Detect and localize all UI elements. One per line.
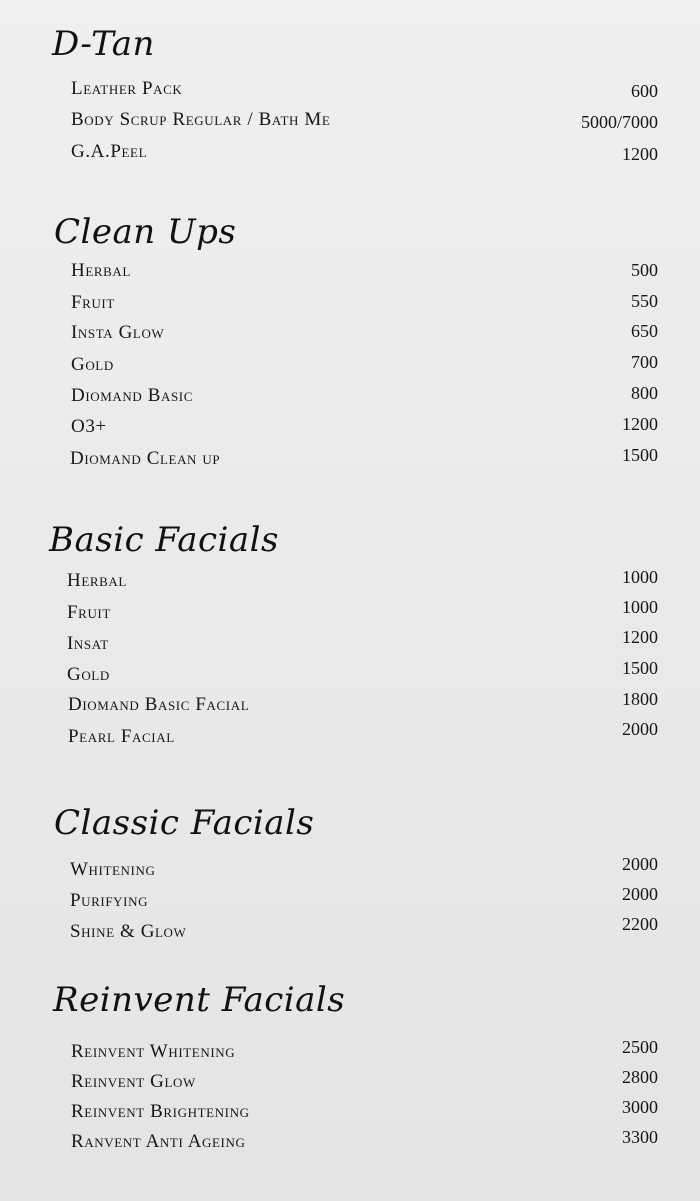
item-name: Herbal [67, 570, 127, 591]
section-title: Basic Facials [49, 520, 279, 560]
item-price: 2800 [622, 1067, 658, 1087]
item-price: 2200 [622, 914, 658, 934]
menu-item [0, 884, 700, 920]
menu-item [0, 354, 700, 384]
item-name: Gold [71, 354, 114, 375]
item-name: Insta Glow [71, 322, 165, 343]
item-price: 650 [631, 321, 658, 341]
item-price: 2000 [622, 884, 658, 904]
menu-item [0, 1037, 700, 1071]
menu-item [0, 658, 700, 694]
section-title: Reinvent Facials [53, 980, 346, 1020]
item-name: O3+ [71, 416, 107, 437]
item-price: 3000 [622, 1097, 658, 1117]
item-name: Diomand Basic [71, 385, 194, 406]
item-price: 2000 [622, 854, 658, 874]
item-name: Shine & Glow [70, 921, 187, 942]
menu-item [0, 719, 700, 756]
menu-item [0, 597, 700, 632]
menu-item [0, 1097, 700, 1131]
item-price: 1200 [622, 144, 658, 164]
item-price: 550 [631, 291, 658, 311]
item-price: 700 [631, 352, 658, 372]
item-name: G.A.Peel [71, 141, 148, 162]
menu-item [0, 141, 700, 171]
menu-item [0, 627, 700, 663]
menu-item [0, 322, 700, 352]
menu-item [0, 78, 700, 108]
item-name: Reinvent Glow [71, 1071, 196, 1092]
menu-item [0, 416, 700, 446]
item-price: 1500 [622, 445, 658, 465]
menu-item [0, 914, 700, 951]
item-name: Fruit [67, 602, 111, 623]
menu-item [0, 385, 700, 415]
item-name: Reinvent Brightening [71, 1101, 250, 1122]
item-name: Diomand Clean up [70, 448, 221, 469]
item-name: Gold [67, 664, 110, 685]
item-price: 2500 [622, 1037, 658, 1057]
item-price: 3300 [622, 1127, 658, 1147]
item-price: 2000 [622, 719, 658, 739]
menu-item [0, 567, 700, 600]
item-name: Pearl Facial [68, 726, 175, 747]
item-price: 1000 [622, 567, 658, 587]
item-price: 500 [631, 260, 658, 280]
item-name: Leather Pack [71, 78, 183, 99]
item-name: Purifying [70, 890, 149, 911]
menu-item [0, 292, 700, 322]
item-price: 1200 [622, 414, 658, 434]
item-name: Herbal [71, 260, 131, 281]
menu-item [0, 260, 700, 290]
item-price: 1200 [622, 627, 658, 647]
section-title: Clean Ups [54, 212, 237, 252]
item-name: Insat [67, 633, 109, 654]
menu-item [0, 689, 700, 724]
item-price: 800 [631, 383, 658, 403]
item-price: 1800 [622, 689, 658, 709]
item-name: Fruit [71, 292, 115, 313]
section-title: Classic Facials [54, 803, 315, 843]
menu-item [0, 854, 700, 889]
item-price: 5000/7000 [580, 112, 658, 132]
item-price: 600 [631, 81, 658, 101]
menu-item [0, 109, 700, 139]
item-name: Ranvent Anti Ageing [71, 1131, 246, 1152]
item-price: 1500 [622, 658, 658, 678]
menu-item [0, 1127, 700, 1161]
item-price: 1000 [622, 597, 658, 617]
menu-item [0, 445, 700, 478]
item-name: Diomand Basic Facial [68, 694, 250, 715]
section-title: D-Tan [52, 24, 155, 64]
menu-item [0, 1067, 700, 1101]
item-name: Whitening [70, 859, 156, 880]
item-name: Body Scrup Regular / Bath Me [71, 109, 331, 130]
item-name: Reinvent Whitening [71, 1041, 236, 1062]
